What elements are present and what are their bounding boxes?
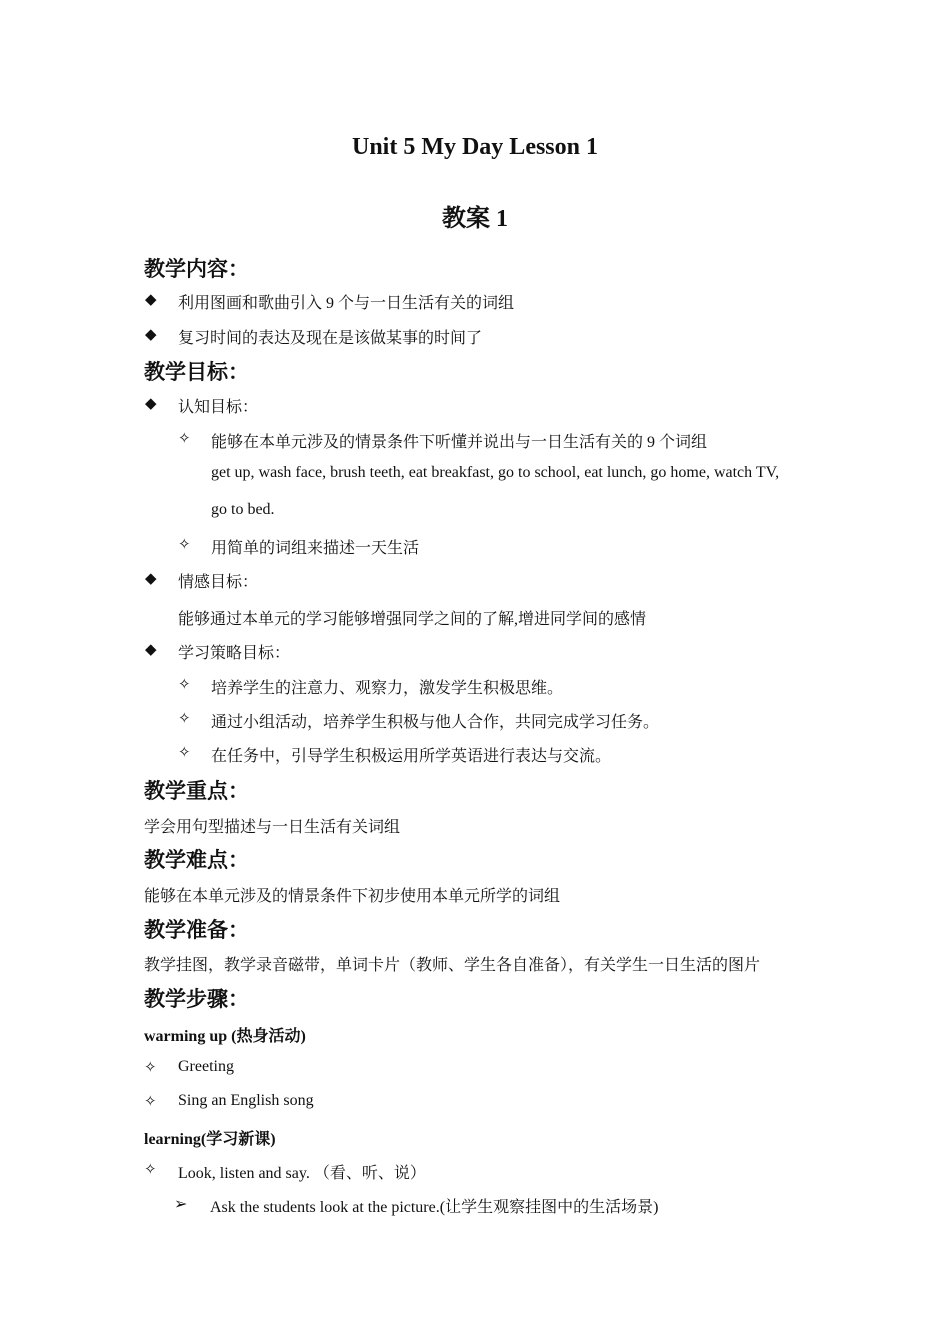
phrase-list-line-1: get up, wash face, brush teeth, eat breakfast, go to school, eat lunch, go home, watch TV, bbox=[211, 464, 780, 481]
arrow-bullet-icon: ➢ bbox=[174, 1196, 188, 1213]
strategy-goal-3: 在任务中，引导学生积极运用所学英语进行表达与交流。 bbox=[211, 748, 612, 765]
diamond-bullet-icon: ◆ bbox=[145, 327, 157, 343]
warming-up-label: warming up (热身活动) bbox=[144, 1028, 306, 1045]
preparation-text: 教学挂图，教学录音磁带，单词卡片（教师、学生各自准备），有关学生一日生活的图片 bbox=[144, 957, 761, 974]
content-item-1: 利用图画和歌曲引入 9 个与一日生活有关的词组 bbox=[178, 295, 515, 312]
key-points-text: 学会用句型描述与一日生活有关词组 bbox=[144, 819, 401, 836]
strategy-goal-2: 通过小组活动，培养学生积极与他人合作，共同完成学习任务。 bbox=[211, 714, 660, 731]
star-bullet-icon: ✧ bbox=[178, 711, 191, 727]
star-bullet-icon: ✧ bbox=[144, 1060, 157, 1076]
cognitive-goal-label: 认知目标： bbox=[178, 399, 259, 416]
difficulties-text: 能够在本单元涉及的情景条件下初步使用本单元所学的词组 bbox=[144, 888, 561, 905]
star-bullet-icon: ✧ bbox=[178, 677, 191, 693]
learning-sub-item: Ask the students look at the picture.(让学生观察挂图中的生活场景) bbox=[210, 1199, 659, 1216]
heading-key-points: 教学重点： bbox=[144, 779, 249, 803]
star-bullet-icon: ✧ bbox=[178, 537, 191, 553]
heading-preparation: 教学准备： bbox=[144, 918, 249, 942]
star-bullet-icon: ✧ bbox=[144, 1162, 157, 1178]
cognitive-goal-1: 能够在本单元涉及的情景条件下听懂并说出与一日生活有关的 9 个词组 bbox=[211, 434, 708, 451]
diamond-bullet-icon: ◆ bbox=[145, 396, 157, 412]
heading-steps: 教学步骤： bbox=[144, 987, 249, 1011]
strategy-goal-label: 学习策略目标： bbox=[178, 645, 291, 662]
document-title: Unit 5 My Day Lesson 1 bbox=[351, 134, 598, 160]
warming-up-item-2: Sing an English song bbox=[178, 1092, 314, 1109]
diamond-bullet-icon: ◆ bbox=[145, 571, 157, 587]
document-subtitle: 教案 1 bbox=[442, 206, 508, 232]
warming-up-item-1: Greeting bbox=[178, 1058, 234, 1075]
star-bullet-icon: ✧ bbox=[144, 1094, 157, 1110]
learning-label: learning(学习新课) bbox=[144, 1131, 276, 1148]
emotional-goal-label: 情感目标： bbox=[178, 574, 259, 591]
emotional-goal-text: 能够通过本单元的学习能够增强同学之间的了解,增进同学间的感情 bbox=[178, 611, 647, 628]
strategy-goal-1: 培养学生的注意力、观察力，激发学生积极思维。 bbox=[211, 680, 564, 697]
phrase-list-line-2: go to bed. bbox=[211, 501, 275, 518]
diamond-bullet-icon: ◆ bbox=[145, 642, 157, 658]
heading-goals: 教学目标： bbox=[144, 360, 249, 384]
cognitive-goal-2: 用简单的词组来描述一天生活 bbox=[211, 540, 420, 557]
content-item-2: 复习时间的表达及现在是该做某事的时间了 bbox=[178, 330, 483, 347]
star-bullet-icon: ✧ bbox=[178, 745, 191, 761]
learning-item: Look, listen and say. （看、听、说） bbox=[178, 1165, 426, 1182]
heading-content: 教学内容： bbox=[144, 257, 249, 281]
diamond-bullet-icon: ◆ bbox=[145, 292, 157, 308]
heading-difficulties: 教学难点： bbox=[144, 848, 249, 872]
star-bullet-icon: ✧ bbox=[178, 431, 191, 447]
